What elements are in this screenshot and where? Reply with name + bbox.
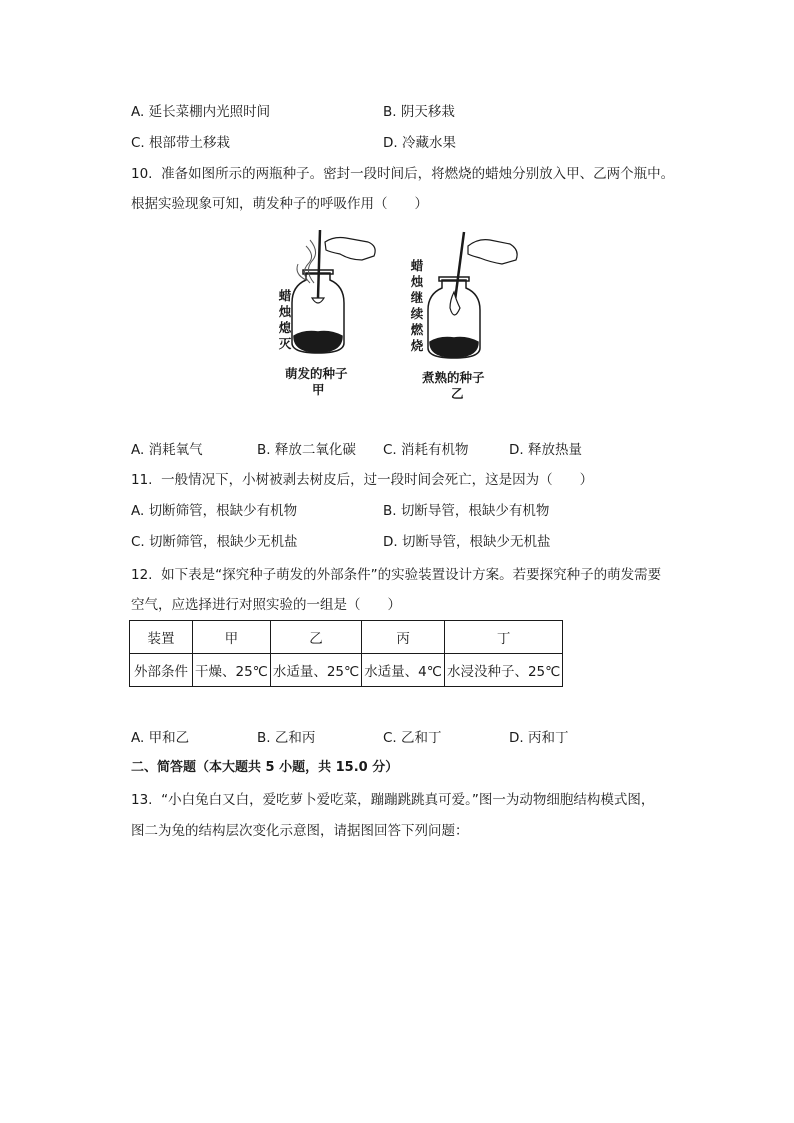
right-jar: [428, 277, 480, 358]
left-spoon: [312, 298, 324, 303]
q12-option-a: A. 甲和乙: [131, 730, 190, 746]
table-header-cell: 甲: [193, 621, 271, 654]
q12-option-d: D. 丙和丁: [509, 730, 569, 746]
q12-option-c: C. 乙和丁: [383, 730, 442, 746]
q9-option-b: B. 阴天移栽: [383, 104, 455, 120]
q11-option-b: B. 切断导管，根缺少有机物: [383, 503, 550, 519]
table-header-cell: 丁: [444, 621, 562, 654]
q11-stem: 11. 一般情况下，小树被剥去树皮后，过一段时间会死亡，这是因为（ ）: [131, 472, 594, 488]
right-side-label: 蜡烛继续燃烧: [410, 258, 424, 353]
table-cell: 水适量、4℃: [362, 654, 445, 687]
left-caption: 萌发的种子: [285, 366, 348, 381]
table-cell: 水适量、25℃: [270, 654, 361, 687]
q10-stem-line1: 10. 准备如图所示的两瓶种子。密封一段时间后，将燃烧的蜡烛分别放入甲、乙两个瓶中。: [131, 166, 675, 182]
right-hand: [468, 240, 517, 264]
table-cell: 外部条件: [130, 654, 193, 687]
right-caption: 煮熟的种子: [422, 370, 485, 385]
right-tag: 乙: [451, 386, 464, 401]
left-tag: 甲: [312, 382, 325, 397]
left-hand: [325, 238, 375, 261]
table-row: [130, 621, 563, 654]
section-heading: 二、简答题（本大题共 5 小题，共 15.0 分）: [131, 760, 399, 775]
q11-option-d: D. 切断导管，根缺少无机盐: [383, 534, 551, 550]
flame-icon: [450, 292, 460, 315]
q13-stem-line2: 图二为兔的结构层次变化示意图，请据图回答下列问题：: [131, 823, 469, 839]
q11-option-c: C. 切断筛管，根缺少无机盐: [131, 534, 298, 550]
table-header-cell: 装置: [130, 621, 193, 654]
q9-option-d: D. 冷藏水果: [383, 135, 456, 151]
table-row: [130, 654, 563, 687]
table-header-cell: 丙: [362, 621, 445, 654]
q13-stem-line1: 13. “小白兔白又白，爱吃萝卜爱吃菜，蹦蹦跳跳真可爱。”图一为动物细胞结构模式图，: [131, 792, 655, 808]
q12-stem-line1: 12. 如下表是“探究种子萌发的外部条件”的实验装置设计方案。若要探究种子的萌发需要: [131, 567, 662, 583]
q12-table: [129, 620, 563, 687]
q10-option-b: B. 释放二氧化碳: [257, 442, 356, 458]
left-side-label: 蜡烛熄灭: [278, 288, 292, 351]
left-stick: [318, 230, 320, 298]
q12-option-b: B. 乙和丙: [257, 730, 316, 746]
q10-option-c: C. 消耗有机物: [383, 442, 469, 458]
q10-stem-line2: 根据实验现象可知，萌发种子的呼吸作用（ ）: [131, 196, 428, 212]
table-header-cell: 乙: [270, 621, 361, 654]
q10-option-a: A. 消耗氧气: [131, 442, 203, 458]
table-cell: 干燥、25℃: [193, 654, 271, 687]
q11-option-a: A. 切断筛管，根缺少有机物: [131, 503, 298, 519]
q9-option-c: C. 根部带土移栽: [131, 135, 231, 151]
q12-stem-line2: 空气，应选择进行对照实验的一组是（ ）: [131, 597, 401, 613]
table-cell: 水浸没种子、25℃: [444, 654, 562, 687]
q10-option-d: D. 释放热量: [509, 442, 582, 458]
q9-option-a: A. 延长菜棚内光照时间: [131, 104, 271, 120]
